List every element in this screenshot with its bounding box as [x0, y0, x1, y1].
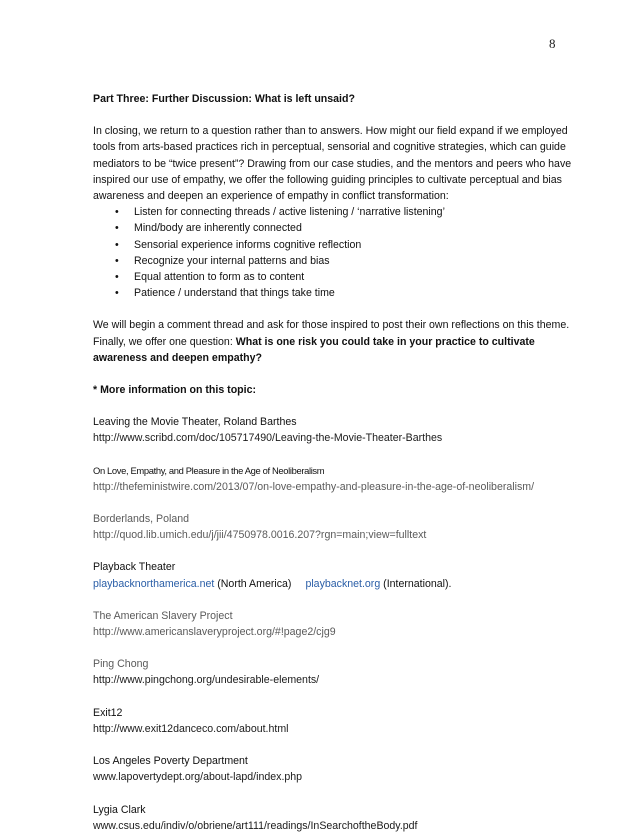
reference-title: On Love, Empathy, and Pleasure in the Age of Neoliberalism: [93, 464, 325, 476]
list-item: [115, 237, 583, 253]
reference-title: Leaving the Movie Theater, Roland Barthes: [93, 416, 297, 429]
reference-title: Borderlands, Poland: [93, 513, 189, 526]
closing-question: What is one risk you could take in your practice to cultivate awareness and deepen empathy?: [93, 335, 535, 364]
link-note: (North America): [214, 577, 292, 590]
reference-url[interactable]: http://www.exit12danceco.com/about.html: [93, 722, 289, 735]
list-item: [115, 204, 583, 220]
reference-url[interactable]: http://thefeministwire.com/2013/07/on-love-empathy-and-pleasure-in-the-age-of-neoliberalism/: [93, 480, 535, 493]
page-content: [93, 91, 583, 834]
list-item-text: Listen for connecting threads / active listening / ‘narrative listening’: [134, 206, 445, 219]
reference-url[interactable]: http://quod.lib.umich.edu/j/jii/4750978.0016.207?rgn=main;view=fulltext: [93, 529, 427, 542]
link-note: (International).: [380, 577, 452, 590]
bullet-icon: •: [115, 271, 119, 284]
playback-international-link[interactable]: playbacknet.org: [305, 577, 381, 590]
spacer: [93, 592, 583, 608]
more-info-heading: * More information on this topic:: [93, 384, 257, 397]
intro-paragraph: In closing, we return to a question rather than to answers. How might our field expand if we employed tools from arts-based practices rich in perceptual, sensorial and cognitive strategies, which can guide mediators to be “twice present”? Drawing from our case studies, and the mentors and peers who have inspired our use of empathy, we offer the following guiding principles to cultivate perceptual and bias awareness and deepen an experience of empathy in conflict transformation:: [93, 125, 572, 203]
reference-title: The American Slavery Project: [93, 609, 233, 622]
spacer: [93, 447, 583, 463]
spacer: [93, 689, 583, 705]
bullet-icon: •: [115, 238, 119, 251]
reference-links: [93, 576, 583, 592]
reference-title: Exit12: [93, 706, 123, 719]
reference-url[interactable]: www.lapovertydept.org/about-lapd/index.php: [93, 771, 303, 784]
section-heading: Part Three: Further Discussion: What is left unsaid?: [93, 93, 355, 105]
bullet-icon: •: [115, 222, 119, 235]
reference-url[interactable]: http://www.scribd.com/doc/105717490/Leaving-the-Movie-Theater-Barthes: [93, 432, 443, 445]
page-number: 8: [549, 36, 556, 51]
playback-north-america-link[interactable]: playbacknorthamerica.net: [93, 577, 215, 590]
spacer: [93, 737, 583, 753]
spacer: [93, 107, 583, 123]
spacer: [93, 786, 583, 802]
spacer: [93, 301, 583, 317]
closing-paragraph: [93, 317, 583, 366]
spacer: [93, 366, 583, 382]
list-item-text: Sensorial experience informs cognitive reflection: [134, 238, 362, 251]
closing-text: We will begin a comment thread and ask for those inspired to post their own reflections on this theme. Finally, we offer one question:: [93, 319, 570, 348]
list-item: [115, 220, 583, 236]
bullet-icon: •: [115, 254, 119, 267]
spacer: [93, 640, 583, 656]
list-item-text: Mind/body are inherently connected: [134, 222, 302, 235]
list-item-text: Patience / understand that things take time: [134, 287, 335, 300]
reference-url[interactable]: www.csus.edu/indiv/o/obriene/art111/readings/InSearchoftheBody.pdf: [93, 819, 418, 832]
list-item-text: Equal attention to form as to content: [134, 271, 305, 284]
reference-title: Ping Chong: [93, 658, 149, 671]
reference-url[interactable]: http://www.americanslaveryproject.org/#!page2/cjg9: [93, 626, 336, 639]
spacer: [93, 543, 583, 559]
list-item: [115, 285, 583, 301]
list-item: [115, 253, 583, 269]
principles-list: [93, 204, 583, 301]
spacer: [93, 398, 583, 414]
list-item: [115, 269, 583, 285]
bullet-icon: •: [115, 206, 119, 219]
reference-title: Los Angeles Poverty Department: [93, 755, 248, 768]
spacer: [93, 495, 583, 511]
bullet-icon: •: [115, 287, 119, 300]
reference-title: Playback Theater: [93, 561, 176, 574]
list-item-text: Recognize your internal patterns and bias: [134, 254, 330, 267]
reference-url[interactable]: http://www.pingchong.org/undesirable-elements/: [93, 674, 320, 687]
reference-title: Lygia Clark: [93, 803, 146, 816]
